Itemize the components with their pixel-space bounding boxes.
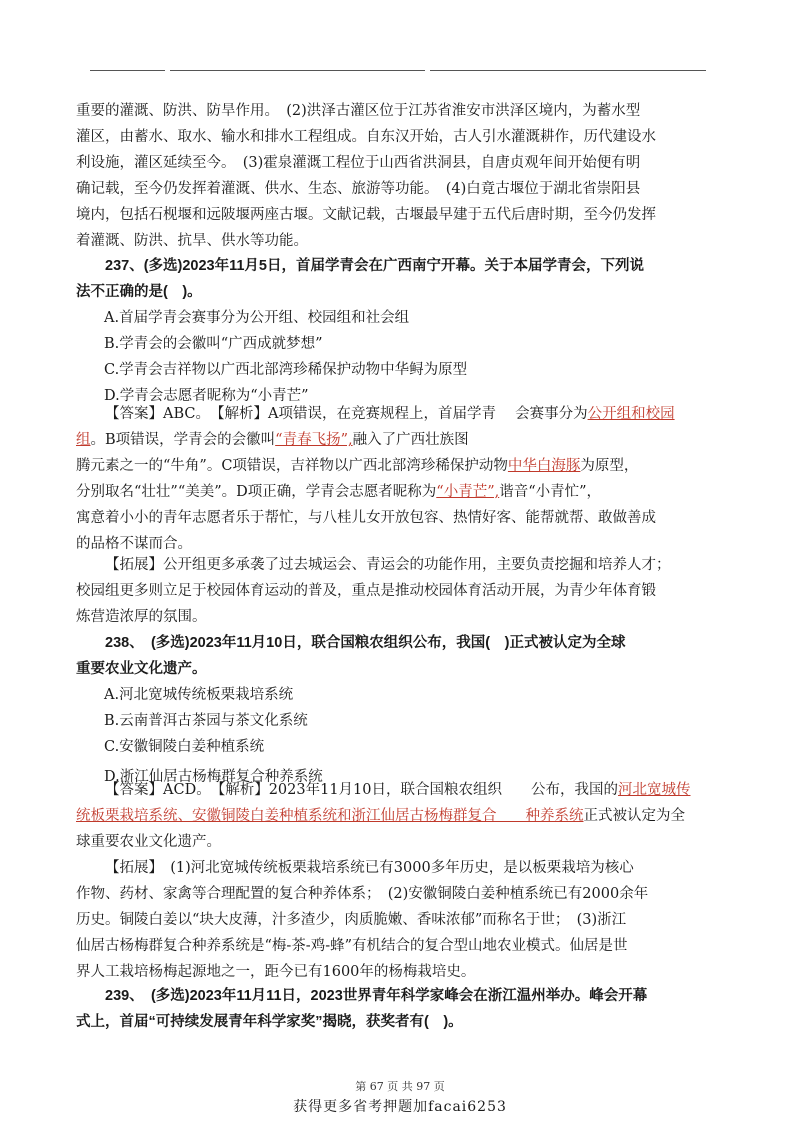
extension-line: 校园组更多则立足于校园体育运动的普及，重点是推动校园体育活动开展，为青少年体育锻 — [76, 583, 656, 599]
answer-238 — [76, 777, 736, 855]
highlight-text: 统板栗栽培系统、安徽铜陵白姜种植系统和浙江仙居古杨梅群复合 种养系统 — [76, 808, 584, 824]
extension-line: 【拓展】 (1)河北宽城传统板栗栽培系统已有3000多年历史，是以板栗栽培为核心 — [105, 860, 634, 876]
header-rule-middle — [170, 70, 425, 71]
option-a: A.首届学青会赛事分为公开组、校园组和社会组 — [104, 310, 410, 326]
promo-text: 获得更多省考押题加facai6253 — [293, 1099, 507, 1115]
answer-text: 为原型， — [580, 458, 639, 474]
answer-line — [76, 427, 736, 453]
answer-text: 【答案】ACD。 【解析】2023年11月10日，联合国粮农组织 公布，我国的 — [105, 782, 618, 798]
answer-text: 腾元素之一的“牛角”。C项错误，吉祥物以广西北部湾珍稀保护动物 — [76, 458, 508, 474]
answer-line: 球重要农业文化遗产。 — [76, 834, 221, 850]
option-b: B.云南普洱古茶园与茶文化系统 — [104, 713, 308, 729]
extension-line: 炼营造浓厚的氛围。 — [76, 609, 207, 625]
question-text: 239、 (多选)2023年11月11日，2023世界青年科学家峰会在浙江温州举办。峰会开幕 — [105, 988, 648, 1004]
highlight-text: 组 — [76, 432, 91, 448]
option-a: A.河北宽城传统板栗栽培系统 — [104, 687, 294, 703]
highlight-text: 中华白海豚 — [507, 458, 581, 474]
answer-text: 正式被认定为全 — [583, 808, 685, 824]
question-239 — [76, 983, 736, 1035]
answer-line: 的品格不谋而合。 — [76, 536, 192, 552]
question-text: 重要农业文化遗产。 — [76, 661, 207, 677]
text-line: 境内，包括石枧堰和远陂堰两座古堰。文献记载，古堰最早建于五代后唐时期，至今仍发挥 — [76, 207, 656, 223]
intro-paragraph — [76, 98, 736, 254]
answer-text: 【答案】ABC。 【解析】A项错误，在竞赛规程上，首届学青 会赛事分为 — [105, 406, 588, 422]
question-text: 式上，首届“可持续发展青年科学家奖”揭晓，获奖者有( )。 — [76, 1014, 463, 1030]
extension-line: 界人工栽培杨梅起源地之一，距今已有1600年的杨梅栽培史。 — [76, 964, 476, 980]
answer-text: 融入了广西壮族图 — [352, 432, 469, 448]
answer-237 — [76, 401, 736, 557]
answer-line — [76, 401, 736, 427]
answer-line — [76, 803, 736, 829]
text-line: 灌区，由蓄水、取水、输水和排水工程组成。自东汉开始，古人引水灌溉耕作，历代建设水 — [76, 129, 656, 145]
text-line: 重要的灌溉、防洪、防旱作用。 (2)洪泽古灌区位于江苏省淮安市洪泽区境内，为蓄水型 — [76, 103, 641, 119]
extension-line: 仙居古杨梅群复合种养系统是“梅-茶-鸡-蜂”有机结合的复合型山地农业模式。仙居是世 — [76, 938, 628, 954]
answer-line — [76, 777, 736, 803]
answer-line — [76, 479, 736, 505]
question-237 — [76, 253, 736, 409]
text-line: 着灌溉、防洪、抗旱、供水等功能。 — [76, 233, 308, 249]
answer-line — [76, 453, 736, 479]
extension-237 — [76, 552, 736, 630]
question-text: 238、 (多选)2023年11月10日，联合国粮农组织公布，我国( )正式被认定为全球 — [105, 635, 626, 651]
option-b: B.学青会的会徽叫“广西成就梦想” — [104, 336, 323, 352]
text-line: 确记载，至今仍发挥着灌溉、供水、生态、旅游等功能。 (4)白竟古堰位于湖北省崇阳县 — [76, 181, 641, 197]
option-d: D.浙江仙居古杨梅群复合种养系统 — [104, 769, 323, 785]
page-number: 第 67 页 共 97 页 — [355, 1080, 445, 1093]
text-line: 利设施，灌区延续至今。 (3)霍泉灌溉工程位于山西省洪洞县，自唐贞观年间开始便有明 — [76, 155, 641, 171]
header-rule-left — [90, 70, 165, 71]
highlight-text: 河北宽城传 — [618, 782, 691, 798]
answer-text: 。B项错误，学青会的会徽叫 — [90, 432, 276, 448]
header-rule-right — [430, 70, 706, 71]
highlight-text: 公开组和校园 — [587, 406, 675, 422]
extension-238 — [76, 855, 736, 985]
answer-text: 谐音“小青忙”， — [499, 484, 602, 500]
extension-line: 【拓展】公开组更多承袭了过去城运会、青运会的功能作用，主要负责挖掘和培养人才； — [105, 557, 671, 573]
answer-text: 分别取名“壮壮”“美美”。D项正确，学青会志愿者昵称为 — [76, 484, 437, 500]
option-c: C.安徽铜陵白姜种植系统 — [104, 739, 265, 755]
question-text: 237、(多选)2023年11月5日，首届学青会在广西南宁开幕。关于本届学青会，下列说 — [105, 258, 644, 274]
option-c: C.学青会吉祥物以广西北部湾珍稀保护动物中华鲟为原型 — [104, 362, 468, 378]
highlight-text: “小青芒”, — [436, 484, 500, 500]
question-238 — [76, 630, 736, 790]
extension-line: 历史。铜陵白姜以“块大皮薄，汁多渣少，肉质脆嫩、香味浓郁”而称名于世； (3)浙江 — [76, 912, 627, 928]
answer-line: 寓意着小小的青年志愿者乐于帮忙，与八桂儿女开放包容、热情好客、能帮就帮、敢做善成 — [76, 510, 656, 526]
highlight-text: “青春飞扬”, — [275, 432, 353, 448]
extension-line: 作物、药材、家禽等合理配置的复合种养体系； (2)安徽铜陵白姜种植系统已有2000余年 — [76, 886, 649, 902]
option-d: D.学青会志愿者昵称为“小青芒” — [104, 388, 309, 404]
question-text: 法不正确的是( )。 — [76, 284, 202, 300]
